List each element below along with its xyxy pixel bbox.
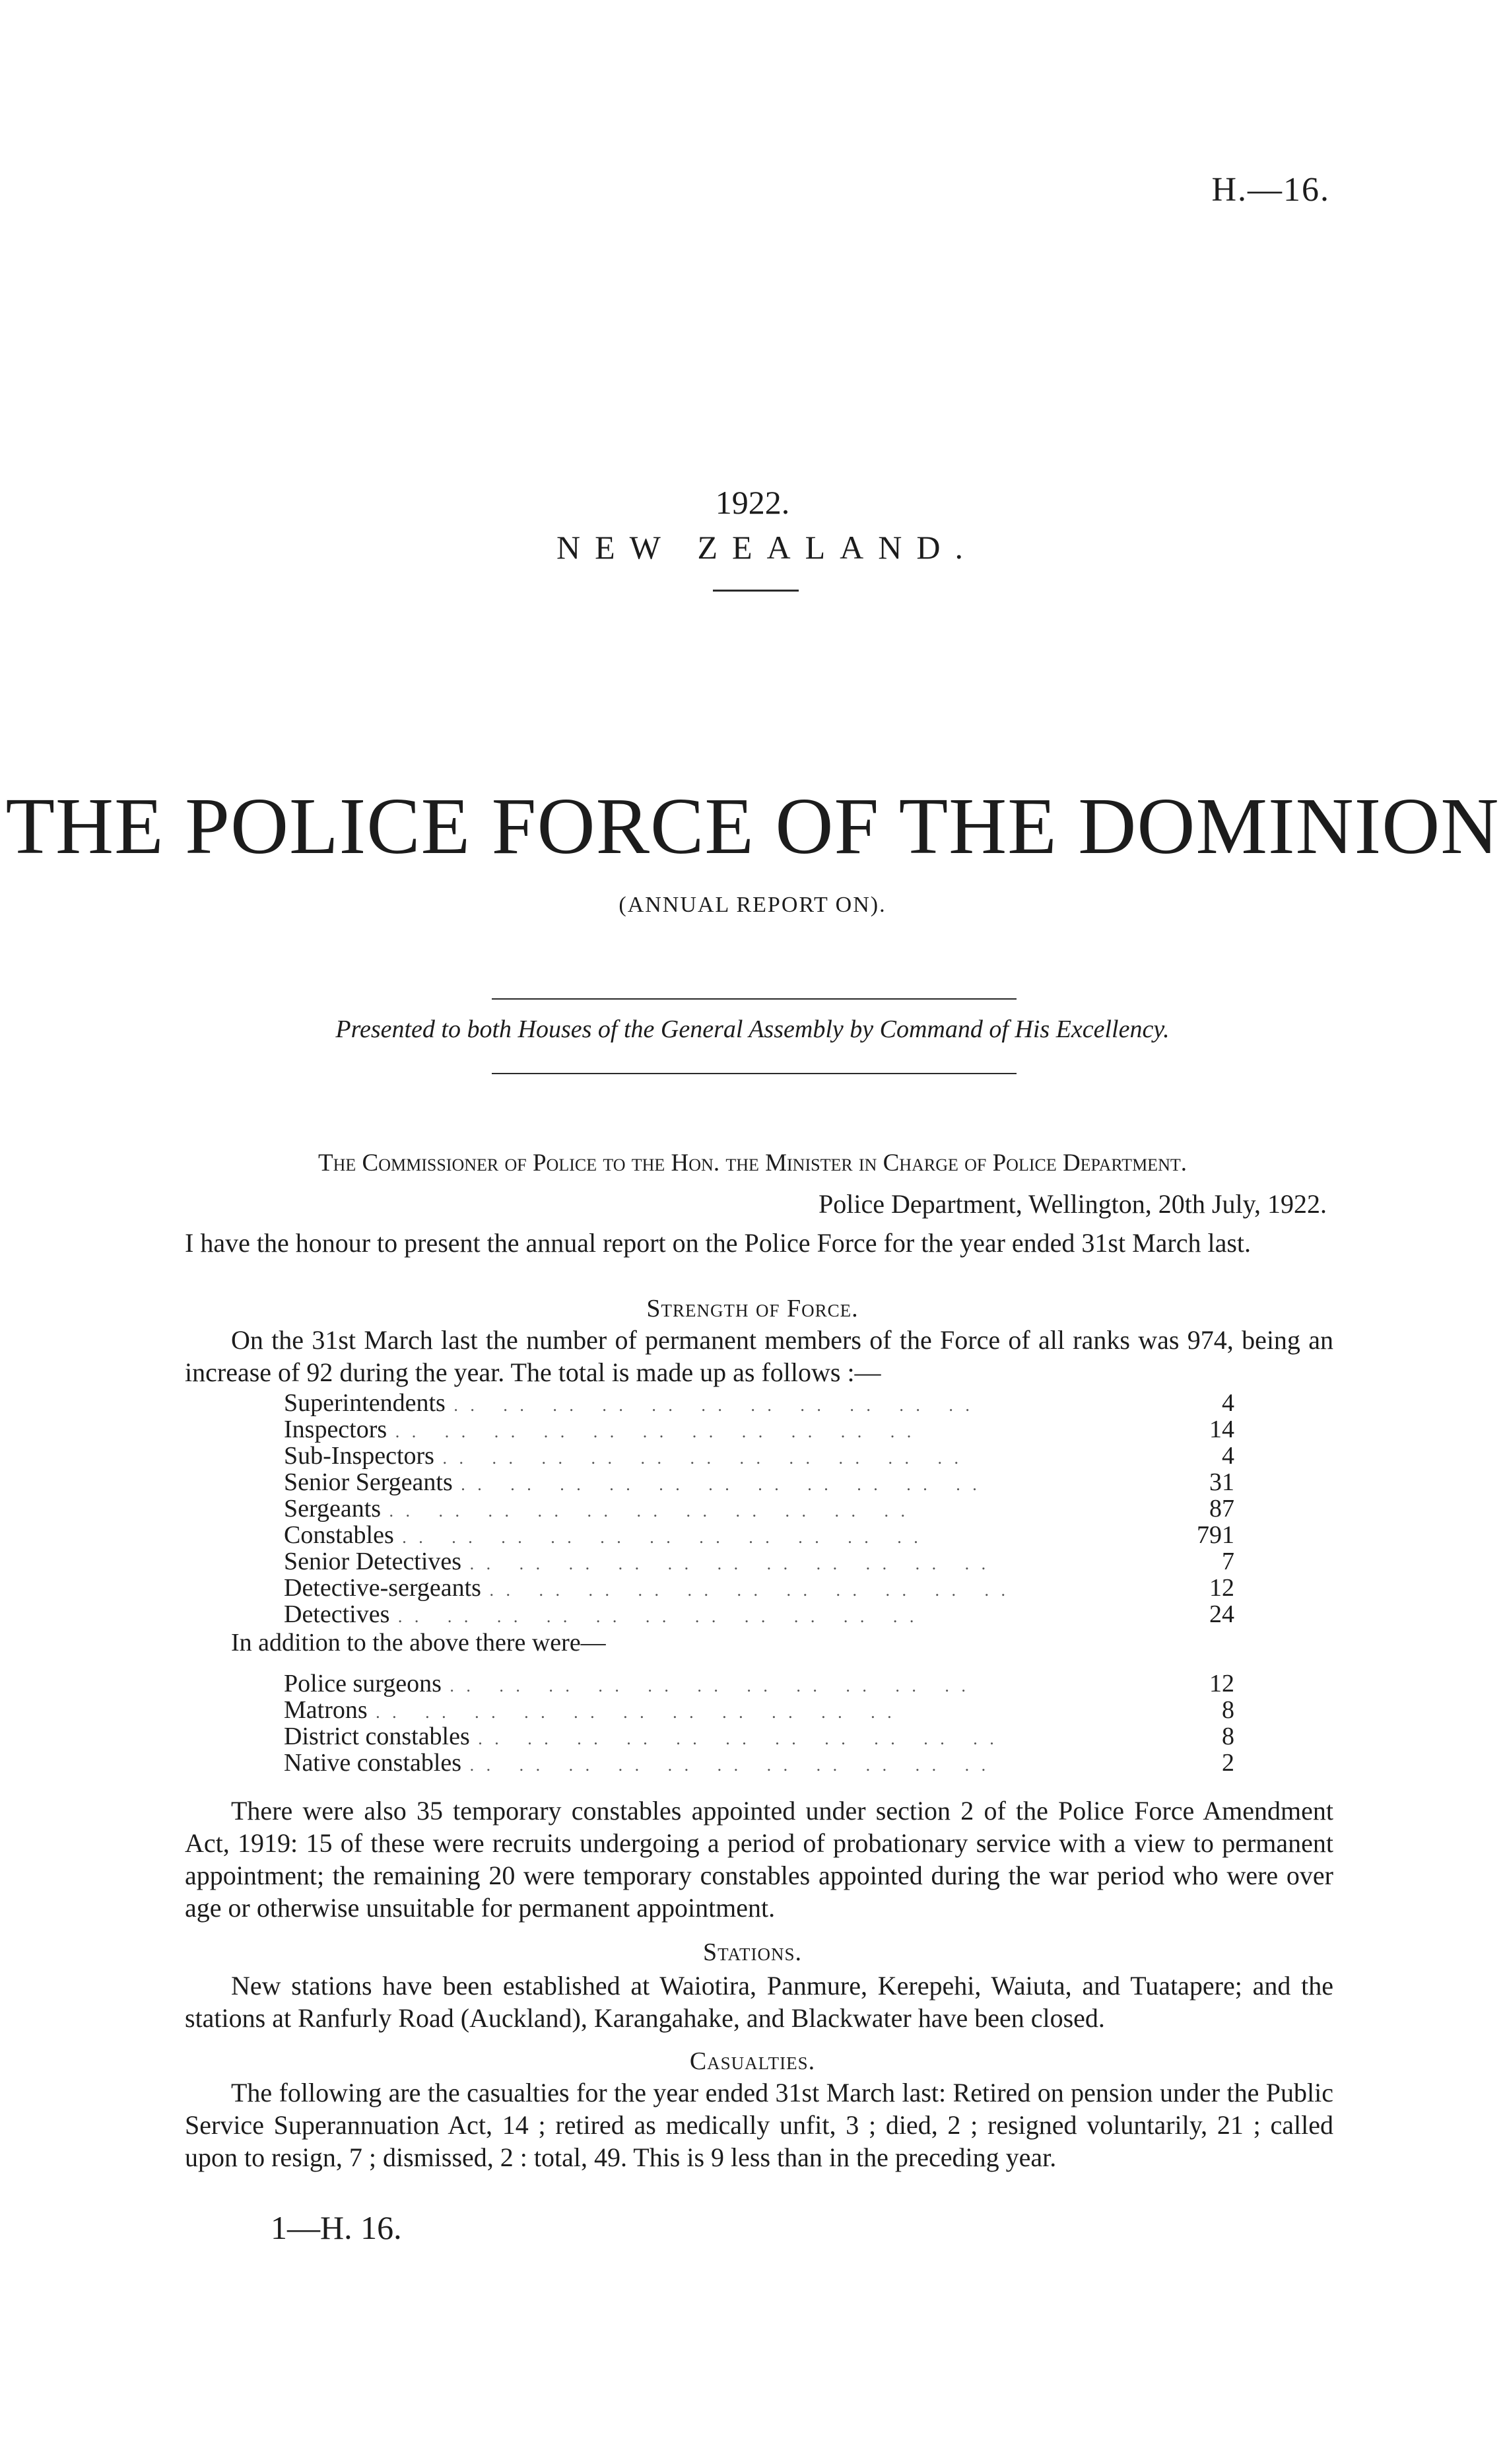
rank-label: Superintendents . . — [284, 1390, 1188, 1416]
divider-rule — [713, 590, 799, 592]
table-row — [284, 1601, 1234, 1627]
rank-label: Police surgeons . . — [284, 1670, 1188, 1697]
additional-intro: In addition to the above there were— — [231, 1629, 606, 1657]
table-row — [284, 1416, 1234, 1443]
section-heading-stations: Stations. — [703, 1938, 802, 1966]
table-row — [284, 1697, 1234, 1723]
table-row — [284, 1469, 1234, 1495]
rank-count: 791 — [1197, 1521, 1234, 1549]
rank-count: 31 — [1209, 1468, 1234, 1496]
table-row — [284, 1723, 1234, 1750]
rank-label: Detectives . . — [284, 1601, 1188, 1627]
rank-label: Native constables . . — [284, 1750, 1188, 1776]
temporary-constables-paragraph: There were also 35 temporary constables appointed under section 2 of the Police Force Amendment Act, 1919: 15 of these were recruits undergoing a period of probationary service with a view to permanent appointment; the remaining 20 were temporary constables appointed during the war period who were over age or otherwise unsuitable for permanent appointment. — [185, 1796, 1333, 1923]
rank-count: 12 — [1209, 1670, 1234, 1697]
rank-count: 2 — [1222, 1749, 1234, 1777]
divider-rule — [492, 998, 1017, 1000]
table-row — [284, 1750, 1234, 1776]
rank-count: 7 — [1222, 1548, 1234, 1575]
table-row — [284, 1495, 1234, 1522]
rank-label: Senior Sergeants . . — [284, 1469, 1188, 1495]
rank-count: 12 — [1209, 1574, 1234, 1602]
rank-label: Sergeants . . — [284, 1495, 1188, 1522]
casualties-paragraph: The following are the casualties for the year ended 31st March last: Retired on pension under the Public Service Superannuation Act, 14 ; retired as medically unfit, 3 ; died, 2 ; resigned voluntarily, 21 ; called upon to resign, 7 ; dismissed, 2 : total, 49. This is 9 less than in the preceding year. — [185, 2078, 1333, 2172]
report-subtitle: (ANNUAL REPORT ON). — [619, 893, 886, 917]
rank-label: Matrons . . — [284, 1697, 1188, 1723]
presented-line: Presented to both Houses of the General Assembly by Command of His Excellency. — [335, 1015, 1170, 1043]
additional-table — [284, 1670, 1234, 1776]
report-title: THE POLICE FORCE OF THE DOMINION — [5, 782, 1500, 871]
rank-count: 24 — [1209, 1600, 1234, 1628]
rank-label: Sub-Inspectors . . — [284, 1443, 1188, 1469]
rank-count: 4 — [1222, 1389, 1234, 1417]
table-row — [284, 1575, 1234, 1601]
stations-paragraph: New stations have been established at Waiotira, Panmure, Kerepehi, Waiuta, and Tuatapere; and the stations at Ranfurly Road (Auckland), Karangahake, and Blackwater have been closed. — [185, 1971, 1333, 2033]
ranks-table — [284, 1390, 1234, 1627]
rank-label: District constables . . — [284, 1723, 1188, 1750]
section-heading-strength: Strength of Force. — [646, 1295, 859, 1322]
letter-dateline: Police Department, Wellington, 20th July, 1922. — [818, 1189, 1327, 1219]
table-row — [284, 1670, 1234, 1697]
letter-addressee: The Commissioner of Police to the Hon. the Minister in Charge of Police Department. — [318, 1149, 1187, 1177]
rank-count: 4 — [1222, 1442, 1234, 1470]
table-row — [284, 1522, 1234, 1548]
table-row — [284, 1443, 1234, 1469]
section-heading-casualties: Casualties. — [689, 2047, 816, 2075]
rank-count: 87 — [1209, 1495, 1234, 1523]
rank-label: Senior Detectives . . — [284, 1548, 1188, 1575]
rank-count: 8 — [1222, 1696, 1234, 1724]
rank-label: Inspectors . . — [284, 1416, 1188, 1443]
table-row — [284, 1548, 1234, 1575]
report-year: 1922. — [715, 484, 790, 521]
opening-paragraph: I have the honour to present the annual report on the Police Force for the year ended 31st March last. — [185, 1228, 1252, 1258]
rank-count: 14 — [1209, 1416, 1234, 1443]
rank-label: Detective-sergeants . . — [284, 1575, 1188, 1601]
divider-rule — [492, 1073, 1017, 1074]
country-heading: NEW ZEALAND. — [556, 529, 978, 566]
document-code: H.—16. — [1211, 171, 1330, 209]
footer-code: 1—H. 16. — [271, 2209, 402, 2246]
rank-label: Constables . . — [284, 1522, 1188, 1548]
strength-paragraph: On the 31st March last the number of permanent members of the Force of all ranks was 974, being an increase of 92 during the year. The total is made up as follows :— — [185, 1325, 1333, 1387]
rank-count: 8 — [1222, 1723, 1234, 1750]
table-row — [284, 1390, 1234, 1416]
